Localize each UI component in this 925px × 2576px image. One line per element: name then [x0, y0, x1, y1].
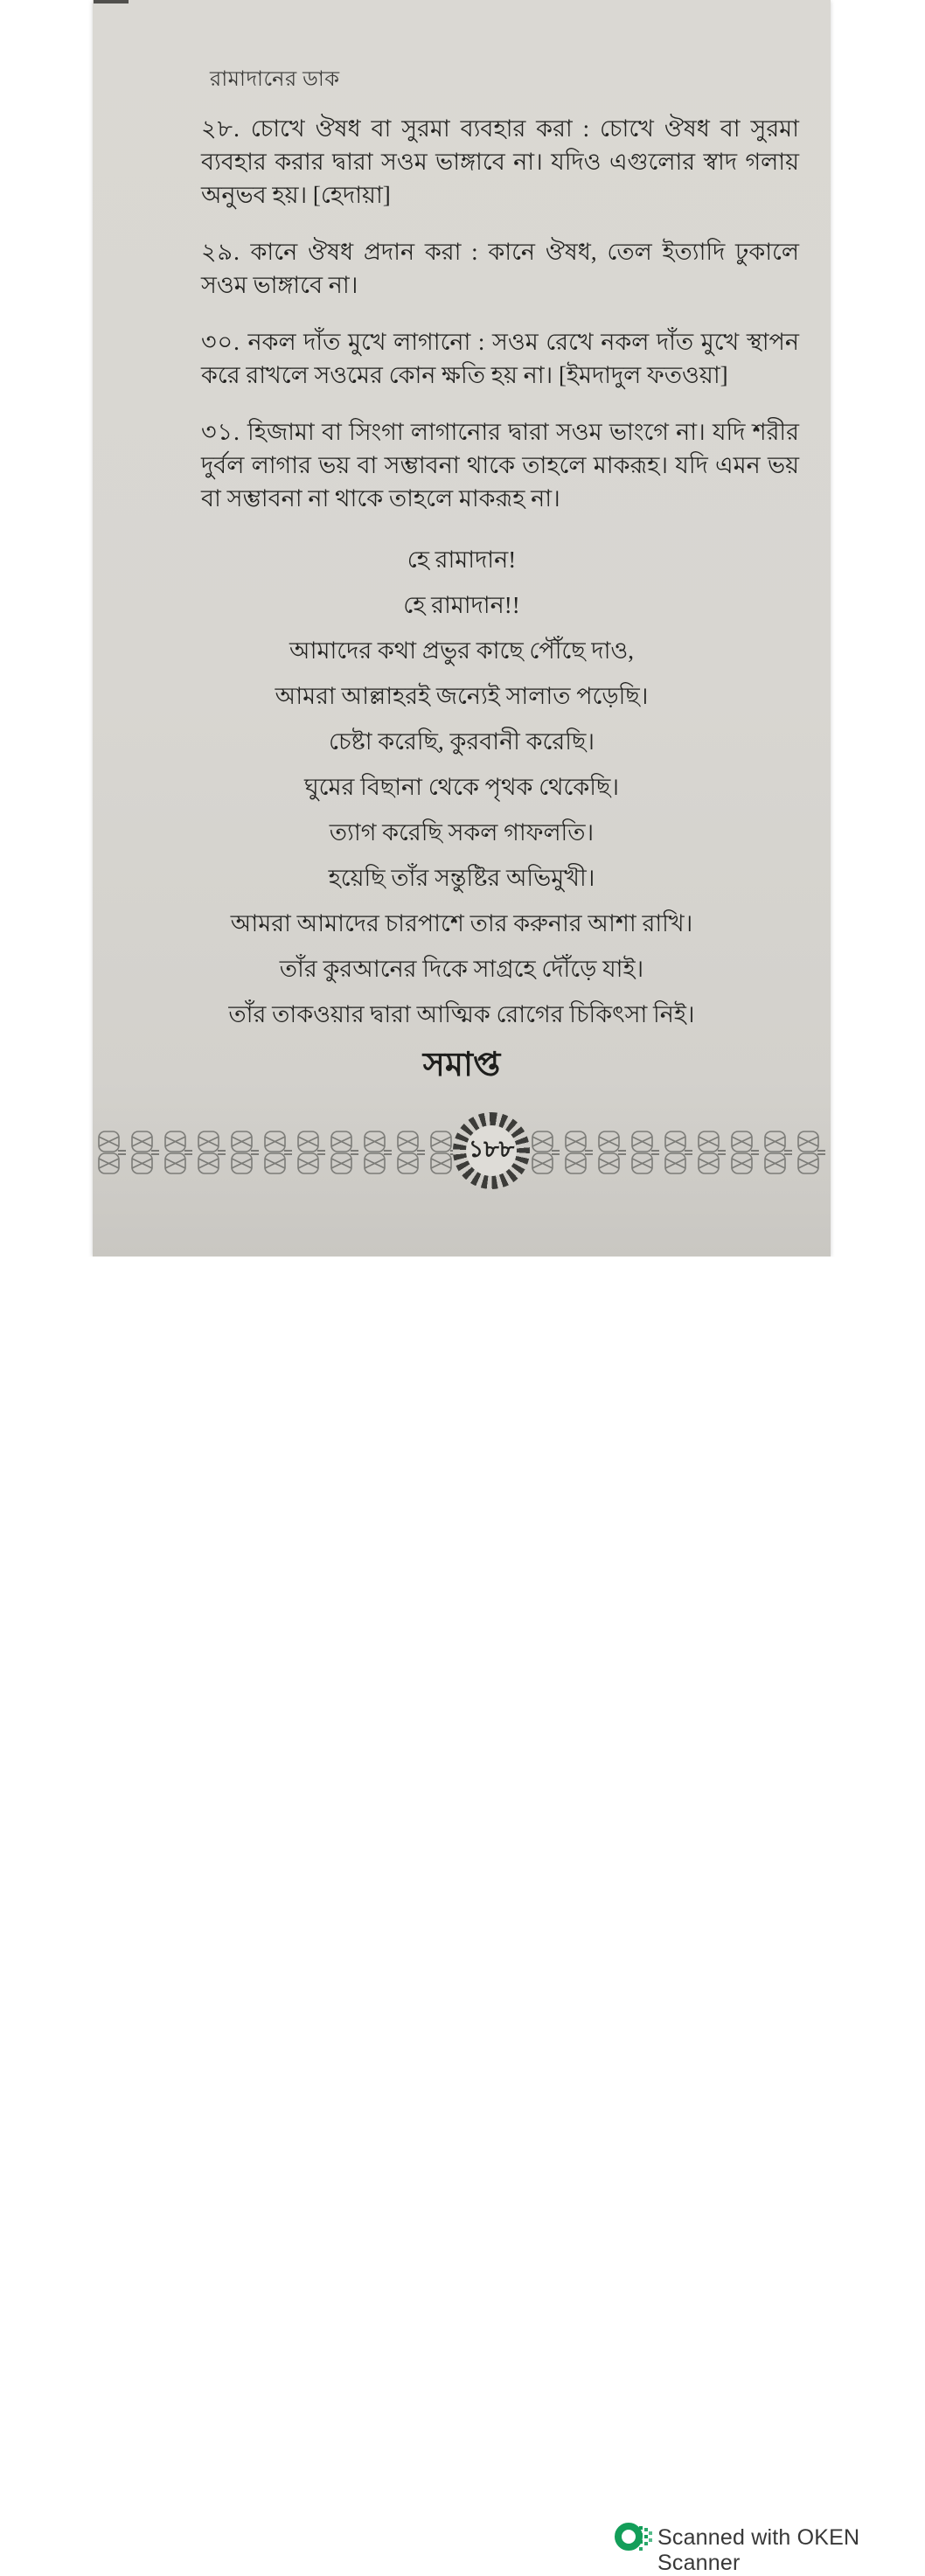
- paragraph-30: [201, 325, 799, 392]
- paragraph-30-number: ৩০.: [201, 329, 240, 355]
- page-number-medallion: [453, 1112, 530, 1189]
- paragraph-29-number: ২৯.: [201, 239, 240, 265]
- end-marker: সমাপ্ত: [422, 1047, 501, 1083]
- poem-line: হয়েছি তাঁর সন্তুষ্টির অভিমুখী।: [328, 865, 595, 891]
- poem-line: ত্যাগ করেছি সকল গাফলতি।: [329, 819, 595, 846]
- poem-line: তাঁর কুরআনের দিকে সাগ্রহে দৌঁড়ে যাই।: [279, 956, 644, 982]
- poem-line: আমরা আল্লাহরই জন্যেই সালাত পড়েছি।: [275, 683, 649, 709]
- oken-logo-icon: [615, 2523, 643, 2551]
- ornament-band-left: [93, 1130, 455, 1175]
- scan-edge-artifact: [94, 0, 129, 3]
- paragraph-28: [201, 112, 799, 212]
- paragraph-31: [201, 415, 799, 515]
- body-text-block: [201, 112, 799, 539]
- paragraph-29: [201, 235, 799, 302]
- poem-block: [93, 544, 831, 1044]
- paragraph-31-text: হিজামা বা সিংগা লাগানোর দ্বারা সওম ভাংগে না। যদি শরীর দুর্বল লাগার ভয় বা সম্ভাবনা থাকে তাহলে মাকরূহ। যদি এমন ভয় বা সম্ভাবনা না থাকে তাহলে মাকরূহ না।: [201, 419, 799, 512]
- paragraph-28-number: ২৮.: [201, 115, 240, 142]
- paragraph-28-text: চোখে ঔষধ বা সুরমা ব্যবহার করা : চোখে ঔষধ বা সুরমা ব্যবহার করার দ্বারা সওম ভাঙ্গাবে না। যদিও এগুলোর স্বাদ গলায় অনুভব হয়। [হেদায়া]: [201, 115, 799, 208]
- poem-line: আমরা আমাদের চারপাশে তার করুনার আশা রাখি।: [230, 910, 693, 936]
- ornament-band-right: [526, 1130, 831, 1175]
- poem-line: হে রামাদান!!: [403, 592, 520, 618]
- poem-line: হে রামাদান!: [407, 547, 517, 573]
- paragraph-30-text: নকল দাঁত মুখে লাগানো : সওম রেখে নকল দাঁত মুখে স্থাপন করে রাখলে সওমের কোন ক্ষতি হয় না। [ইমদাদুল ফতওয়া]: [201, 329, 799, 388]
- scanner-watermark-label: Scanned with OKEN Scanner: [657, 2525, 860, 2575]
- scanned-book-page: [93, 0, 831, 1257]
- running-header: রামাদানের ডাক: [210, 68, 340, 91]
- poem-line: তাঁর তাকওয়ার দ্বারা আত্মিক রোগের চিকিৎসা নিই।: [228, 1001, 695, 1027]
- page-number: ১৮৮: [466, 1125, 517, 1176]
- scanner-bar: [0, 1257, 925, 2575]
- poem-line: আমাদের কথা প্রভুর কাছে পৌঁছে দাও,: [289, 637, 635, 664]
- poem-line: ঘুমের বিছানা থেকে পৃথক থেকেছি।: [303, 774, 620, 800]
- paragraph-31-number: ৩১.: [201, 419, 240, 445]
- paragraph-29-text: কানে ঔষধ প্রদান করা : কানে ঔষধ, তেল ইত্যাদি ঢুকালে সওম ভাঙ্গাবে না।: [201, 239, 799, 298]
- poem-line: চেষ্টা করেছি, কুরবানী করেছি।: [329, 728, 595, 755]
